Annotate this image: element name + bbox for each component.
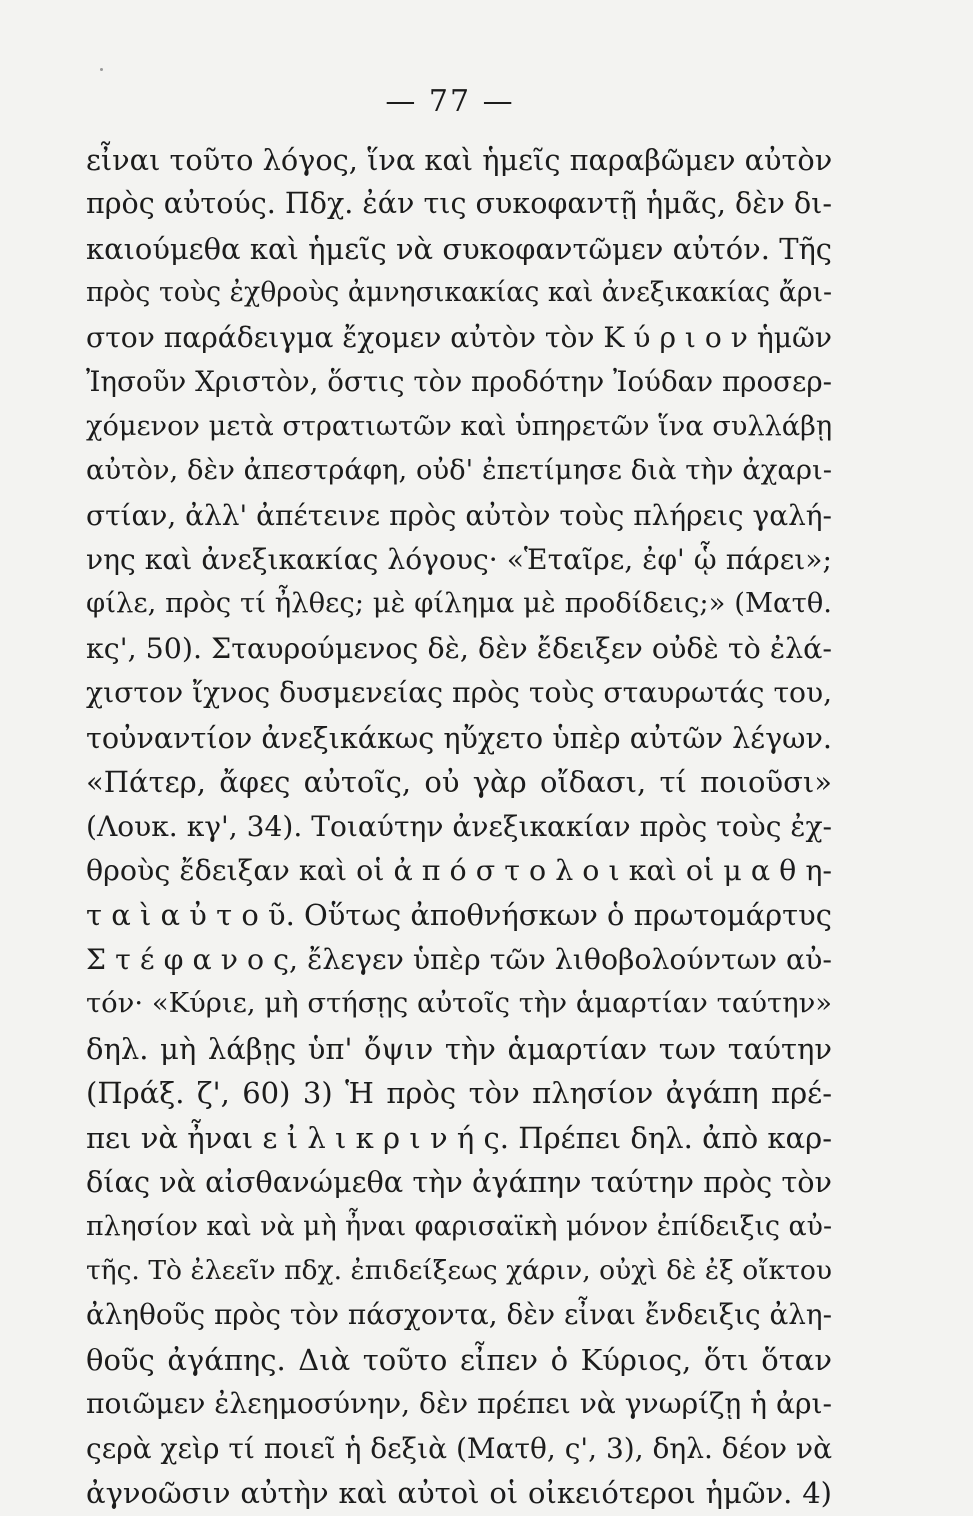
text-line: χόμενον μετὰ στρατιωτῶν καὶ ὑπηρετῶν ἵνα συλλάβῃ — [86, 410, 833, 442]
text-line: θροὺς ἔδειξαν καὶ οἱ ἀ π ό σ τ ο λ ο ι καὶ οἱ μ α θ η- — [86, 854, 832, 887]
text-line: εἶναι τοῦτο λόγος, ἵνα καὶ ἡμεῖς παραβῶμεν αὐτὸν — [86, 143, 833, 177]
text-line: τ α ὶ α ὐ τ ο ῦ. Οὕτως ἀποθνήσκων ὁ πρωτομάρτυς — [86, 898, 832, 933]
text-line: Ἰησοῦν Χριστὸν, ὅστις τὸν προδότην Ἰούδαν προσερ- — [86, 365, 832, 399]
text-line: αὐτὸν, δὲν ἀπεστράφη, οὐδ' ἐπετίμησε διὰ τὴν ἀχαρι- — [86, 455, 832, 487]
text-line: πλησίον καὶ νὰ μὴ ἦναι φαρισαϊκὴ μόνον ἐπίδειξις αὐ- — [86, 1210, 832, 1242]
text-line: νης καὶ ἀνεξικακίας λόγους· «Ἑταῖρε, ἐφ' ᾧ πάρει»; — [86, 542, 832, 576]
text-line: θοῦς ἀγάπης. Διὰ τοῦτο εἶπεν ὁ Κύριος, ὅτι ὅταν — [86, 1342, 832, 1377]
page-number: — 77 — — [385, 84, 515, 119]
text-line: Σ τ έ φ α ν ο ς, ἔλεγεν ὑπὲρ τῶν λιθοβολούντων αὐ- — [86, 942, 832, 976]
text-line: πρὸς τοὺς ἐχθροὺς ἀμνησικακίας καὶ ἀνεξικακίας ἄρι- — [86, 277, 832, 309]
text-line: καιούμεθα καὶ ἡμεῖς νὰ συκοφαντῶμεν αὐτόν. Τῆς — [86, 231, 832, 266]
text-line: ςερὰ χεὶρ τί ποιεῖ ἡ δεξιὰ (Ματθ, ς', 3), δηλ. δέον νὰ — [86, 1431, 832, 1465]
text-line: (Λουκ. κγ', 34). Τοιαύτην ἀνεξικακίαν πρὸς τοὺς ἐχ- — [86, 809, 832, 843]
text-line: τοὐναντίον ἀνεξικάκως ηὔχετο ὑπὲρ αὐτῶν λέγων. — [86, 720, 832, 755]
text-line: στον παράδειγμα ἔχομεν αὐτὸν τὸν Κ ύ ρ ι ο ν ἡμῶν — [86, 320, 832, 354]
text-line: τῆς. Τὸ ἐλεεῖν πδχ. ἐπιδείξεως χάριν, οὐχὶ δὲ ἐξ οἴκτου — [86, 1254, 832, 1286]
body-text — [86, 138, 832, 1516]
text-line: δίας νὰ αἰσθανώμεθα τὴν ἀγάπην ταύτην πρὸς τὸν — [86, 1165, 832, 1200]
paper-speck — [100, 68, 103, 71]
text-line: φίλε, πρὸς τί ἦλθες; μὲ φίλημα μὲ προδίδεις;» (Ματθ. — [86, 588, 832, 620]
text-line: «Πάτερ, ἄφες αὐτοῖς, οὐ γὰρ οἴδασι, τί ποιοῦσι» — [86, 765, 832, 800]
text-line: χιστον ἴχνος δυσμενείας πρὸς τοὺς σταυρωτάς του, — [86, 676, 833, 710]
text-line: ποιῶμεν ἐλεημοσύνην, δὲν πρέπει νὰ γνωρίζῃ ἡ ἀρι- — [86, 1387, 833, 1421]
text-line: (Πράξ. ζ', 60) 3) Ἡ πρὸς τὸν πλησίον ἀγάπη πρέ- — [86, 1076, 832, 1111]
text-line: πρὸς αὐτούς. Πδχ. ἐάν τις συκοφαντῇ ἡμᾶς, δὲν δι- — [86, 187, 832, 221]
text-line: ἀληθοῦς πρὸς τὸν πάσχοντα, δὲν εἶναι ἔνδειξις ἀλη- — [86, 1298, 832, 1332]
text-line: τόν· «Κύριε, μὴ στήσῃς αὐτοῖς τὴν ἁμαρτίαν ταύτην» — [86, 988, 832, 1020]
text-line: ἀγνοῶσιν αὐτὴν καὶ αὐτοὶ οἱ οἰκειότεροι ἡμῶν. 4) — [86, 1476, 832, 1511]
text-line: κς', 50). Σταυρούμενος δὲ, δὲν ἔδειξεν οὐδὲ τὸ ἐλά- — [86, 631, 832, 665]
text-line: δηλ. μὴ λάβῃς ὑπ' ὄψιν τὴν ἁμαρτίαν των ταύτην — [86, 1031, 832, 1066]
text-line: στίαν, ἀλλ' ἀπέτεινε πρὸς αὐτὸν τοὺς πλήρεις γαλή- — [86, 498, 832, 532]
text-line: πει νὰ ἦναι ε ἰ λ ι κ ρ ι ν ή ς. Πρέπει δηλ. ἀπὸ καρ- — [86, 1120, 832, 1155]
